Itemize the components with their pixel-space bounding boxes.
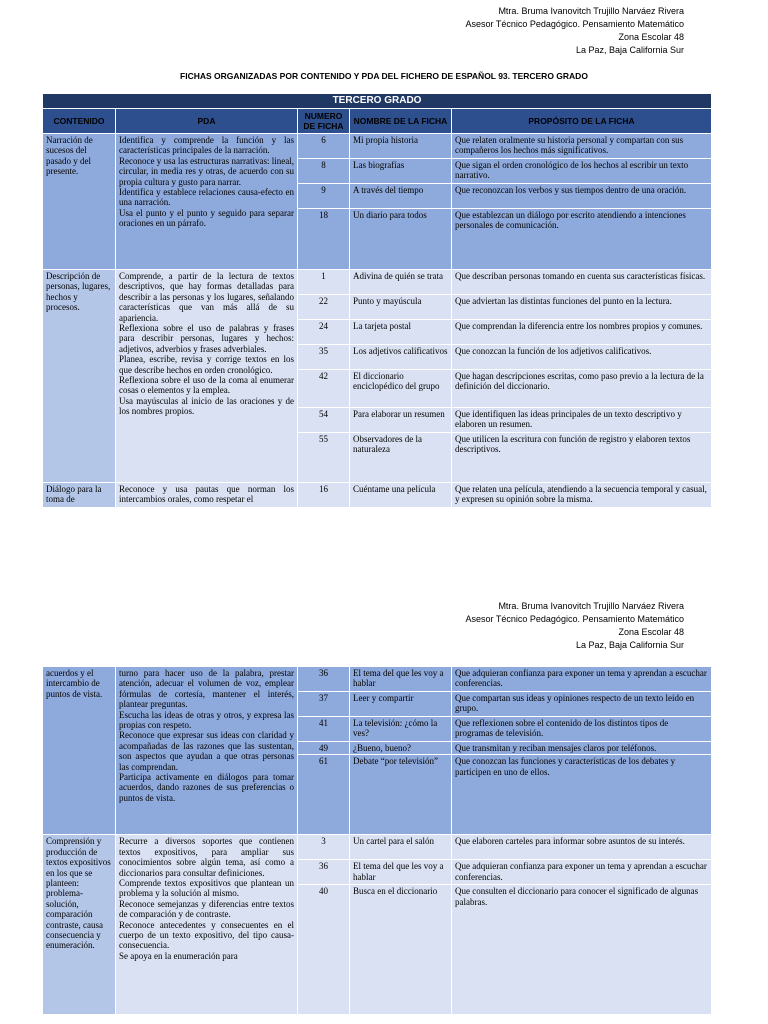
ficha-purpose: Que adviertan las distintas funciones del punto en la lectura.: [452, 295, 712, 320]
ficha-number: 35: [298, 345, 350, 370]
header-role: Asesor Técnico Pedagógico. Pensamiento Matemático: [465, 19, 684, 29]
ficha-number: 61: [298, 755, 350, 835]
table-row: [43, 270, 712, 295]
ficha-name: Para elaborar un resumen: [350, 408, 452, 433]
ficha-number: 1: [298, 270, 350, 295]
pda-cell: [116, 835, 298, 1015]
ficha-number: 42: [298, 370, 350, 408]
pda-line: Se apoya en la enumeración para: [119, 950, 238, 961]
ficha-name: Busca en el diccionario: [350, 885, 452, 1015]
ficha-name: Un diario para todos: [350, 209, 452, 270]
pda-cell: [116, 667, 298, 835]
ficha-name: Observadores de la naturaleza: [350, 433, 452, 483]
header-zone: Zona Escolar 48: [618, 32, 684, 42]
ficha-purpose: Que adquieran confianza para exponer un tema y aprendan a escuchar conferencias.: [452, 860, 712, 885]
table-row: [43, 134, 712, 159]
ficha-name: Debate “por televisión”: [350, 755, 452, 835]
ficha-purpose: Que conozcan la función de los adjetivos calificativos.: [452, 345, 712, 370]
ficha-number: 36: [298, 667, 350, 692]
pda-line: Comprende textos expositivos que plantean un problema y la solución al mismo.: [119, 878, 294, 899]
contenido-cell: Diálogo para la toma de: [43, 483, 116, 508]
pda-line: Reconoce antecedentes y consecuentes en el cuerpo de un texto expositivo, del tipo causa-consecuencia.: [119, 919, 294, 951]
pda-line: Reconoce y usa pautas que norman los intercambios orales, como respetar el: [119, 484, 294, 505]
pda-line: Reconoce semejanzas y diferencias entre textos de comparación y de contraste.: [119, 898, 294, 920]
column-header-numero: NUMERO DE FICHA: [298, 109, 350, 134]
ficha-purpose: Que elaboren carteles para informar sobre asuntos de su interés.: [452, 835, 712, 860]
pda-line: Usa mayúsculas al inicio de las oraciones y de los nombres propios.: [119, 395, 294, 417]
header-location: La Paz, Baja California Sur: [575, 45, 684, 55]
page1-header: [466, 5, 684, 57]
header-role: Asesor Técnico Pedagógico. Pensamiento Matemático: [465, 614, 684, 624]
ficha-number: 55: [298, 433, 350, 483]
pda-line: Reflexiona sobre el uso de palabras y frases para describir personas, lugares y hechos: adjetivos, adverbios y frases adverbiales.: [119, 323, 294, 354]
pda-line: Reflexiona sobre el uso de la coma al enumerar cosas o elementos y la emplea.: [119, 375, 294, 396]
ficha-name: Cuéntame una película: [350, 483, 452, 508]
ficha-name: Mi propia historia: [350, 134, 452, 159]
page2-header: [466, 600, 684, 652]
ficha-purpose: Que establezcan un diálogo por escrito atendiendo a intenciones personales de comunicación.: [452, 209, 712, 270]
ficha-number: 37: [298, 692, 350, 717]
ficha-name: ¿Bueno, bueno?: [350, 742, 452, 755]
ficha-purpose: Que identifiquen las ideas principales de un texto descriptivo y elaboren un resumen.: [452, 408, 712, 433]
column-header-contenido: CONTENIDO: [43, 109, 116, 134]
ficha-purpose: Que comprendan la diferencia entre los nombres propios y comunes.: [452, 320, 712, 345]
contenido-cell: acuerdos y el intercambio de puntos de vista.: [43, 667, 116, 835]
ficha-purpose: Que compartan sus ideas y opiniones respecto de un texto leído en grupo.: [452, 692, 712, 717]
ficha-number: 24: [298, 320, 350, 345]
fichas-table-page1: [42, 93, 712, 508]
header-author: Mtra. Bruma Ivanovitch Trujillo Narváez Rivera: [498, 601, 684, 611]
ficha-number: 18: [298, 209, 350, 270]
ficha-name: El tema del que les voy a hablar: [350, 860, 452, 885]
pda-line: Recurre a diversos soportes que contienen textos expositivos, para ampliar sus conocimientos sobre algún tema, así como a diccionarios para consultar definiciones.: [119, 836, 294, 878]
pda-cell: [116, 270, 298, 483]
ficha-number: 8: [298, 159, 350, 184]
ficha-number: 54: [298, 408, 350, 433]
pda-line: Participa activamente en diálogos para tomar acuerdos, dando razones de sus preferencias o puntos de vista.: [119, 772, 294, 803]
ficha-purpose: Que transmitan y reciban mensajes claros por teléfonos.: [452, 742, 712, 755]
ficha-number: 6: [298, 134, 350, 159]
table-row: [43, 667, 712, 692]
ficha-purpose: Que relaten oralmente su historia personal y compartan con sus compañeros los hechos más significativos.: [452, 134, 712, 159]
header-zone: Zona Escolar 48: [618, 627, 684, 637]
pda-line: Comprende, a partir de la lectura de textos descriptivos, que hay formas detalladas para describir a las personas y los lugares, señalando características que van más allá de su apariencia.: [119, 271, 294, 323]
pda-cell: [116, 134, 298, 270]
fichas-table-page2: [42, 666, 712, 1015]
ficha-name: Punto y mayúscula: [350, 295, 452, 320]
contenido-cell: Narración de sucesos del pasado y del presente.: [43, 134, 116, 270]
ficha-name: Un cartel para el salón: [350, 835, 452, 860]
header-author: Mtra. Bruma Ivanovitch Trujillo Narváez Rivera: [498, 6, 684, 16]
pda-line: Reconoce y usa las estructuras narrativas: lineal, circular, in media res y otras, de acuerdo con su propia cultura y gusto para narrar.: [119, 155, 294, 187]
pda-line: Escucha las ideas de otras y otros, y expresa las propias con respeto.: [119, 709, 294, 731]
ficha-number: 40: [298, 885, 350, 1015]
ficha-number: 9: [298, 184, 350, 209]
ficha-name: El diccionario enciclopédico del grupo: [350, 370, 452, 408]
ficha-purpose: Que sigan el orden cronológico de los hechos al escribir un texto narrativo.: [452, 159, 712, 184]
column-header-proposito: PROPÓSITO DE LA FICHA: [452, 109, 712, 134]
pda-line: Planea, escribe, revisa y corrige textos en los que describe hechos en orden cronológico.: [119, 354, 294, 375]
contenido-cell: Comprensión y producción de textos expositivos en los que se planteen: problema-solución, comparación contraste, causa consecuencia y enumeración.: [43, 835, 116, 1015]
table-row: [43, 835, 712, 860]
ficha-name: Los adjetivos calificativos: [350, 345, 452, 370]
column-header-pda: PDA: [116, 109, 298, 134]
table-header-row: [43, 109, 712, 134]
ficha-number: 22: [298, 295, 350, 320]
ficha-name: El tema del que les voy a hablar: [350, 667, 452, 692]
pda-cell: [116, 483, 298, 508]
contenido-cell: Descripción de personas, lugares, hechos y procesos.: [43, 270, 116, 483]
ficha-name: La televisión: ¿cómo la ves?: [350, 717, 452, 742]
table-grade-title: TERCERO GRADO: [43, 94, 712, 109]
ficha-purpose: Que relaten una película, atendiendo a la secuencia temporal y casual, y expresen su opinión sobre la misma.: [452, 483, 712, 508]
ficha-purpose: Que hagan descripciones escritas, como paso previo a la lectura de la definición del diccionario.: [452, 370, 712, 408]
ficha-name: Leer y compartir: [350, 692, 452, 717]
ficha-purpose: Que reflexionen sobre el contenido de los distintos tipos de programas de televisión.: [452, 717, 712, 742]
pda-line: Identifica y comprende la función y las características principales de la narración.: [119, 135, 294, 156]
ficha-number: 41: [298, 717, 350, 742]
ficha-name: Las biografías: [350, 159, 452, 184]
header-location: La Paz, Baja California Sur: [575, 640, 684, 650]
ficha-purpose: Que conozcan las funciones y características de los debates y participen en uno de ellos.: [452, 755, 712, 835]
ficha-number: 36: [298, 860, 350, 885]
ficha-purpose: Que utilicen la escritura con función de registro y elaboren textos descriptivos.: [452, 433, 712, 483]
document-title: FICHAS ORGANIZADAS POR CONTENIDO Y PDA DEL FICHERO DE ESPAÑOL 93. TERCERO GRADO: [180, 71, 588, 81]
pda-line: Usa el punto y el punto y seguido para separar oraciones en un párrafo.: [119, 207, 294, 229]
ficha-number: 49: [298, 742, 350, 755]
ficha-number: 16: [298, 483, 350, 508]
ficha-name: A través del tiempo: [350, 184, 452, 209]
pda-line: turno para hacer uso de la palabra, prestar atención, adecuar el volumen de voz, emplear fórmulas de cortesía, mantener el interés, plantear preguntas.: [119, 668, 294, 710]
ficha-name: La tarjeta postal: [350, 320, 452, 345]
ficha-purpose: Que reconozcan los verbos y sus tiempos dentro de una oración.: [452, 184, 712, 209]
ficha-purpose: Que adquieran confianza para exponer un tema y aprendan a escuchar conferencias.: [452, 667, 712, 692]
pda-line: Identifica y establece relaciones causa-efecto en una narración.: [119, 187, 294, 208]
table-row: [43, 483, 712, 508]
ficha-purpose: Que describan personas tomando en cuenta sus características físicas.: [452, 270, 712, 295]
column-header-nombre: NOMBRE DE LA FICHA: [350, 109, 452, 134]
ficha-purpose: Que consulten el diccionario para conocer el significado de algunas palabras.: [452, 885, 712, 1015]
pda-line: Reconoce que expresar sus ideas con claridad y acompañadas de las razones que las sustentan, son aspectos que ayudan a que otras personas las comprendan.: [119, 730, 294, 772]
ficha-number: 3: [298, 835, 350, 860]
ficha-name: Adivina de quién se trata: [350, 270, 452, 295]
